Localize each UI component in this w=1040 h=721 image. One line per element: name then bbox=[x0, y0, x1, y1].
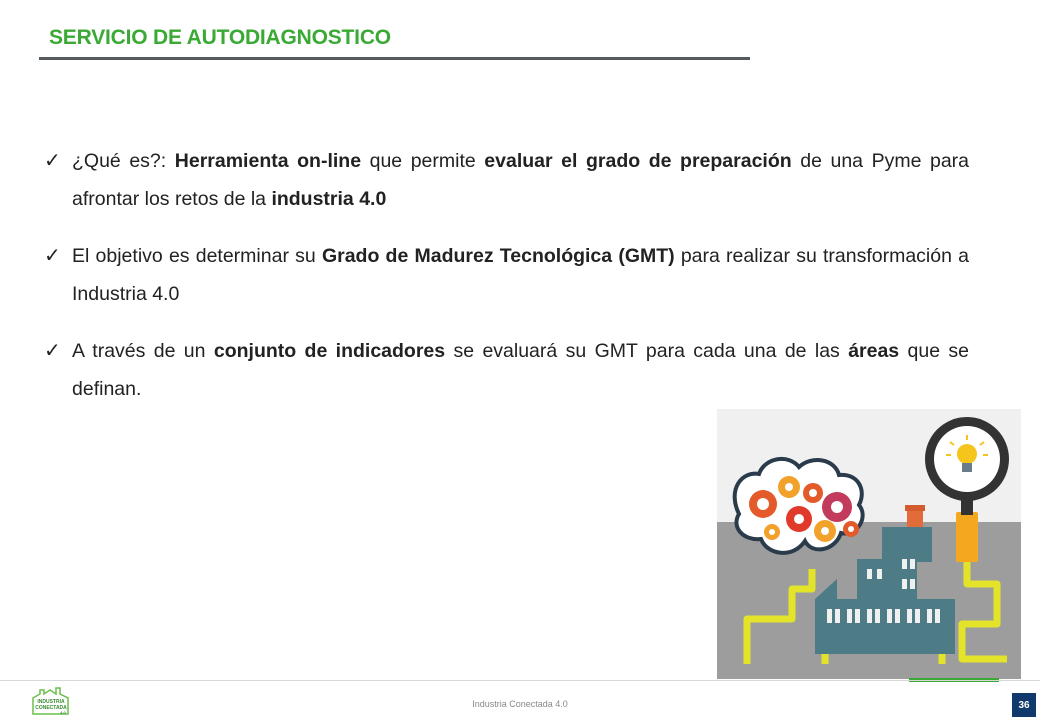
brain-gears-factory-illustration bbox=[717, 409, 1021, 679]
bullet-segment: El objetivo es determinar su bbox=[72, 245, 322, 267]
title-underline bbox=[39, 57, 750, 60]
bullet-highlight: áreas bbox=[848, 340, 900, 362]
svg-text:CONECTADA: CONECTADA bbox=[35, 705, 67, 711]
bullet-highlight: industria 4.0 bbox=[271, 188, 387, 210]
bullet-highlight: evaluar el grado de preparación bbox=[484, 150, 792, 172]
bullet-text bbox=[72, 245, 969, 305]
bullet-item bbox=[44, 332, 969, 408]
bullet-highlight: Grado de Madurez Tecnológica (GMT) bbox=[321, 245, 675, 267]
check-icon: ✓ bbox=[44, 245, 61, 267]
footer-divider bbox=[0, 680, 1040, 681]
bullet-item bbox=[44, 237, 969, 313]
bullet-list bbox=[44, 142, 969, 427]
svg-text:4.0: 4.0 bbox=[60, 710, 66, 715]
bullet-segment: de una Pyme para afrontar los retos de la bbox=[72, 150, 970, 210]
page-number-badge: 36 bbox=[1012, 693, 1036, 717]
bullet-segment: para realizar su transformación a Industria 4.0 bbox=[72, 245, 969, 305]
bullet-item bbox=[44, 142, 969, 218]
bullet-segment: se evaluará su GMT para cada una de las bbox=[445, 340, 849, 362]
check-icon: ✓ bbox=[44, 340, 61, 362]
bullet-segment: que permite bbox=[361, 150, 485, 172]
bullet-highlight: Herramienta on-line bbox=[174, 150, 362, 172]
bullet-text bbox=[72, 150, 969, 210]
bullet-segment: A través de un bbox=[72, 340, 214, 362]
bullet-highlight: conjunto de indicadores bbox=[213, 340, 446, 362]
footer-text: Industria Conectada 4.0 bbox=[472, 699, 568, 709]
slide-title: SERVICIO DE AUTODIAGNOSTICO bbox=[49, 26, 391, 49]
bullet-text bbox=[72, 340, 969, 400]
check-icon: ✓ bbox=[44, 150, 61, 172]
bullet-segment: que se definan. bbox=[72, 340, 970, 400]
svg-text:INDUSTRIA: INDUSTRIA bbox=[37, 699, 65, 705]
bullet-segment: ¿Qué es?: bbox=[72, 150, 175, 172]
